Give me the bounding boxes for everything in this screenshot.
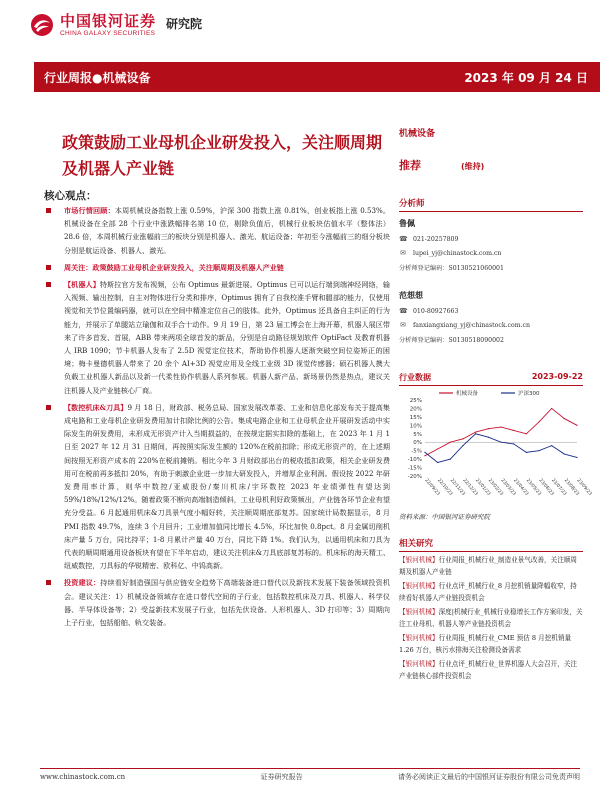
bullet-text: 政策鼓励工业母机企业研发投入，关注顺周期及机器人产业链 <box>92 262 284 272</box>
analyst-email[interactable]: lupei_yj@chinastock.com.cn <box>413 249 502 257</box>
data-point <box>462 438 463 439</box>
data-point <box>424 455 425 456</box>
bullet-label: 【机器人】 <box>64 280 100 290</box>
footer-label: 证券研究报告 <box>260 773 303 781</box>
x-tick-label: 23/03/23 <box>499 478 517 497</box>
data-point <box>513 430 514 431</box>
legend-label: 机械设备 <box>456 391 479 397</box>
data-point <box>475 431 476 432</box>
data-point <box>424 452 425 453</box>
y-tick-label: 5% <box>413 431 422 438</box>
series-line-1 <box>425 434 577 463</box>
brand-header <box>30 6 202 44</box>
x-tick-label: 23/02/23 <box>486 478 504 497</box>
x-tick-label: 23/09/23 <box>575 478 593 497</box>
footer-website[interactable]: www.chinastock.com.cn <box>40 773 126 781</box>
logo-cn: 中国银河证券 <box>60 12 157 30</box>
chart-source: 资料来源：中国银河证券研究院 <box>399 513 490 521</box>
report-category: 行业周报●机械设备 <box>44 70 151 85</box>
report-date: 2023 年 09 月 24 日 <box>464 70 588 85</box>
data-point <box>450 442 451 443</box>
analyst-card <box>399 290 583 344</box>
data-point <box>462 445 463 446</box>
y-tick-label: -15% <box>407 465 422 472</box>
y-tick-label: 25% <box>409 398 422 404</box>
bullet-investment-advice <box>44 576 390 629</box>
bullet-label: 【数控机床&刀具】 <box>64 402 128 412</box>
analyst-registration: 分析师登记编码：S0130518090002 <box>399 337 504 344</box>
x-tick-label: 23/08/23 <box>562 478 580 497</box>
bullet-weekly-focus <box>44 261 390 274</box>
x-tick-label: 23/07/23 <box>550 478 567 497</box>
data-point <box>475 433 476 434</box>
phone-icon: ☎ <box>399 307 408 315</box>
page-footer <box>40 768 580 782</box>
x-tick-label: 23/01/23 <box>474 478 491 497</box>
data-point <box>576 457 577 458</box>
bullet-square-icon <box>46 405 51 410</box>
x-tick-label: 22/09/23 <box>423 478 441 497</box>
sidebar <box>399 126 593 682</box>
bullet-robots <box>44 278 390 397</box>
bullet-market-review <box>44 204 390 257</box>
data-point <box>564 453 565 454</box>
y-tick-label: 15% <box>409 414 422 421</box>
y-tick-label: 0% <box>413 440 422 447</box>
data-point <box>500 426 501 427</box>
logo-en: CHINA GALAXY SECURITIES <box>60 30 156 37</box>
x-tick-label: 22/10/23 <box>436 478 453 497</box>
galaxy-logo-icon <box>30 13 54 37</box>
data-point <box>450 459 451 460</box>
x-tick-label: 22/12/23 <box>461 478 479 497</box>
data-point <box>488 437 489 438</box>
bullet-label: 周关注： <box>64 262 93 272</box>
analyst-card <box>399 218 583 272</box>
bullet-text: 本周机械设备指数上涨 0.59%，沪深 300 指数上涨 0.81%，创业板指上涨 0.53%。机械设备在全部 28 个行业中涨跌幅排名第 10 位，剔除负值后，机械行业板块估值水平（整体法）28.6 倍，本周机械行业涨幅前三的板块分别是机器人、激光、航运设备；年初至今涨幅前三的细分板块分别是航运设备、机器人、激光。 <box>64 206 391 255</box>
footer-disclaimer: 请务必阅读正文最后的中国银河证券股份有限公司免责声明 <box>398 773 580 781</box>
related-item[interactable]: 【银河机械】行业周报_机械行业_CME 预估 8 月挖机销量 1.26 万台，核污水排海关注检测设备需求 <box>399 634 572 654</box>
x-tick-label: 23/04/23 <box>512 478 529 497</box>
y-tick-label: -5% <box>411 448 422 455</box>
mail-icon: ✉ <box>400 249 406 257</box>
legend-label: 沪深300 <box>518 391 540 397</box>
data-point <box>538 421 539 422</box>
bullet-square-icon <box>46 208 51 213</box>
y-tick-label: 20% <box>409 406 422 413</box>
x-tick-label: 23/06/23 <box>537 478 555 497</box>
data-point <box>526 433 527 434</box>
industry-line-chart <box>399 386 593 504</box>
data-point <box>564 418 565 419</box>
bullet-label: 投资建议： <box>64 578 101 588</box>
core-views-heading: 核心观点： <box>44 190 97 202</box>
analyst-phone: 010-80927663 <box>413 307 459 315</box>
bullet-text: 持续看好制造强国与供应链安全趋势下高端装备进口替代以及新技术发展下装备领域投资机会。建议关注：1）机械设备领域存在进口替代空间的子行业，包括数控机床及刀具、机器人、科学仪器、半导体设备等；2）受益新技术发展子行业，包括先伏设备、人形机器人、3D 打印等；3）周期向上子行业，包括船舶、轨交装备。 <box>64 578 391 628</box>
analyst-registration: 分析师登记编码：S0130521060001 <box>399 265 504 272</box>
data-point <box>500 442 501 443</box>
data-point <box>538 450 539 451</box>
related-item[interactable]: 【银河机械】行业点评_机械行业_8 月挖机销量降幅收窄，持续看好机器人产业链投资机会 <box>399 582 577 602</box>
bullet-cnc-tools <box>44 401 390 573</box>
recommendation: 推荐 <box>399 159 421 172</box>
related-item[interactable]: 【银河机械】行业周报_机械行业_制造业景气改善，关注顺周期及机器人产业链 <box>399 556 578 576</box>
x-tick-label: 23/05/23 <box>524 478 542 497</box>
analyst-section-title: 分析师 <box>399 197 583 212</box>
related-research-title: 相关研究 <box>399 537 583 552</box>
y-tick-label: -10% <box>407 457 422 464</box>
bullet-square-icon <box>46 282 51 287</box>
phone-icon: ☎ <box>399 235 408 243</box>
series-line-0 <box>425 408 577 455</box>
chart-header-date: 2023-09-22 <box>531 372 583 381</box>
report-banner <box>34 62 600 92</box>
data-point <box>576 425 577 426</box>
analyst-name: 范想想 <box>399 291 423 300</box>
report-title: 政策鼓励工业母机企业研发投入，关注顺周期及机器人产业链 <box>62 133 383 178</box>
data-point <box>488 428 489 429</box>
related-list <box>399 555 583 682</box>
analyst-email[interactable]: fanxiangxiang_yj@chinastock.com.cn <box>413 321 531 329</box>
analyst-name: 鲁佩 <box>399 219 415 228</box>
bullet-square-icon <box>46 265 51 270</box>
related-item[interactable]: 【银河机械】行业点评_机械行业_世界机器人大会召开，关注产业链核心部件投资机会 <box>399 660 578 680</box>
institute-label: 研究院 <box>166 16 203 31</box>
y-tick-label: 10% <box>409 423 422 430</box>
industry-data-header <box>399 372 583 386</box>
bullet-label: 市场行情回顾： <box>64 206 115 215</box>
data-point <box>551 445 552 446</box>
data-point <box>526 452 527 453</box>
data-point <box>551 408 552 409</box>
body-column <box>44 204 390 633</box>
x-tick-label: 22/11/23 <box>448 478 466 497</box>
bullet-text: 特斯拉官方发布视频，公布 Optimus 最新进展。Optimus 已可以运行端到端神经网络，输入视频、输出控制，自主对物体进行分类和排序，Optimus 拥有了自我校准手臂和腿部的能力，仅使用视觉和关节位置编码器，就可以在空间中精准定位自己的肢体。此外，Optimus 还具备自主纠正的行为能力，并展示了单腿站立瑜伽和双手合十动作。9 月 19 日，第 23 届工博会在上海开幕，机器人展区带来了许多首发、首展，ABB 带来两项全球首发的新品，分别是自动路径规划软件 OptiFact 及教育机器人 IRB 1090；节卡机器人发布了 2.5D 视觉定位技术，帮助协作机器人逐渐突破空间位姿矫正的困境；梅卡曼德机器人带来了 20 余个 AI+3D 视觉应用及全线工业级 3D 视觉传感器；硕石机器人携大负载工业机器人新品以及新一代柔性协作机器人系列参展。机器人新产品、新场景仍然是热点，建议关注机器人及产业链核心厂商。 <box>64 280 390 395</box>
sector-name: 机械设备 <box>399 129 436 139</box>
related-item[interactable]: 【银河机械】深度|机械行业_机械行业稳增长工作方案印发，关注工业母机、机器人等产业链投资机会 <box>399 608 583 628</box>
bullet-text: 9 月 18 日，财政部、税务总局、国家发展改革委、工业和信息化部发布关于提高集成电路和工业母机企业研发费用加计扣除比例的公告。集成电路企业和工业母机企业开展研发活动中实际发生的研发费用，未形成无形资产计入当期损益的，在按规定据实扣除的基础上，在 2023 年 1 月 1 日至 2027 年 12 月 31 日期间，再按照实际发生额的 120%在税前扣除；形成无形资产的，在上述期间按照无形资产成本的 220%在税前摊销。相比今年 3 月财政部出台的税收抵扣政策，相关企业研发费用可在税前再多抵扣 20%，有助于刺激企业进一步加大研发投入，并增厚企业利润。假设按 2022 年研发费用率计算，则华中数控/亚威股份/秦川机床/宇环数控 2023 年业绩弹性有望达到 59%/18%/12%/12%。随着政策不断向高端制造倾斜，工业母机利好政策频出，产业链各环节企业有望充分受益。6 月起通用机床&刀具景气度小幅好转，关注顺周期底部复苏。国家统计局数据显示，8 月 PMI 指数 49.7%，连续 3 个月回升；工业增加值同比增长 4.5%，环比加快 0.8pct。8 月金属切削机床产量 5 万台，同比持平；1-8 月累计产量 40 万台，同比下降 1%。我们认为，以通用机床和刀具为代表的顺周期通用设备板块有望在下半年启动，建议关注机床&刀具底部复苏标的。机床标的海天精工、纽威数控，刀具标的华锐精密、欧科亿、中钨高新。 <box>64 402 391 571</box>
rating: (维持) <box>461 162 485 171</box>
data-point <box>437 448 438 449</box>
bullet-square-icon <box>46 580 51 585</box>
chart-header-title: 行业数据 <box>399 373 431 382</box>
data-point <box>437 462 438 463</box>
data-point <box>513 443 514 444</box>
analyst-phone: 021-20257809 <box>413 235 459 243</box>
mail-icon: ✉ <box>400 321 406 329</box>
y-tick-label: -20% <box>407 474 422 480</box>
